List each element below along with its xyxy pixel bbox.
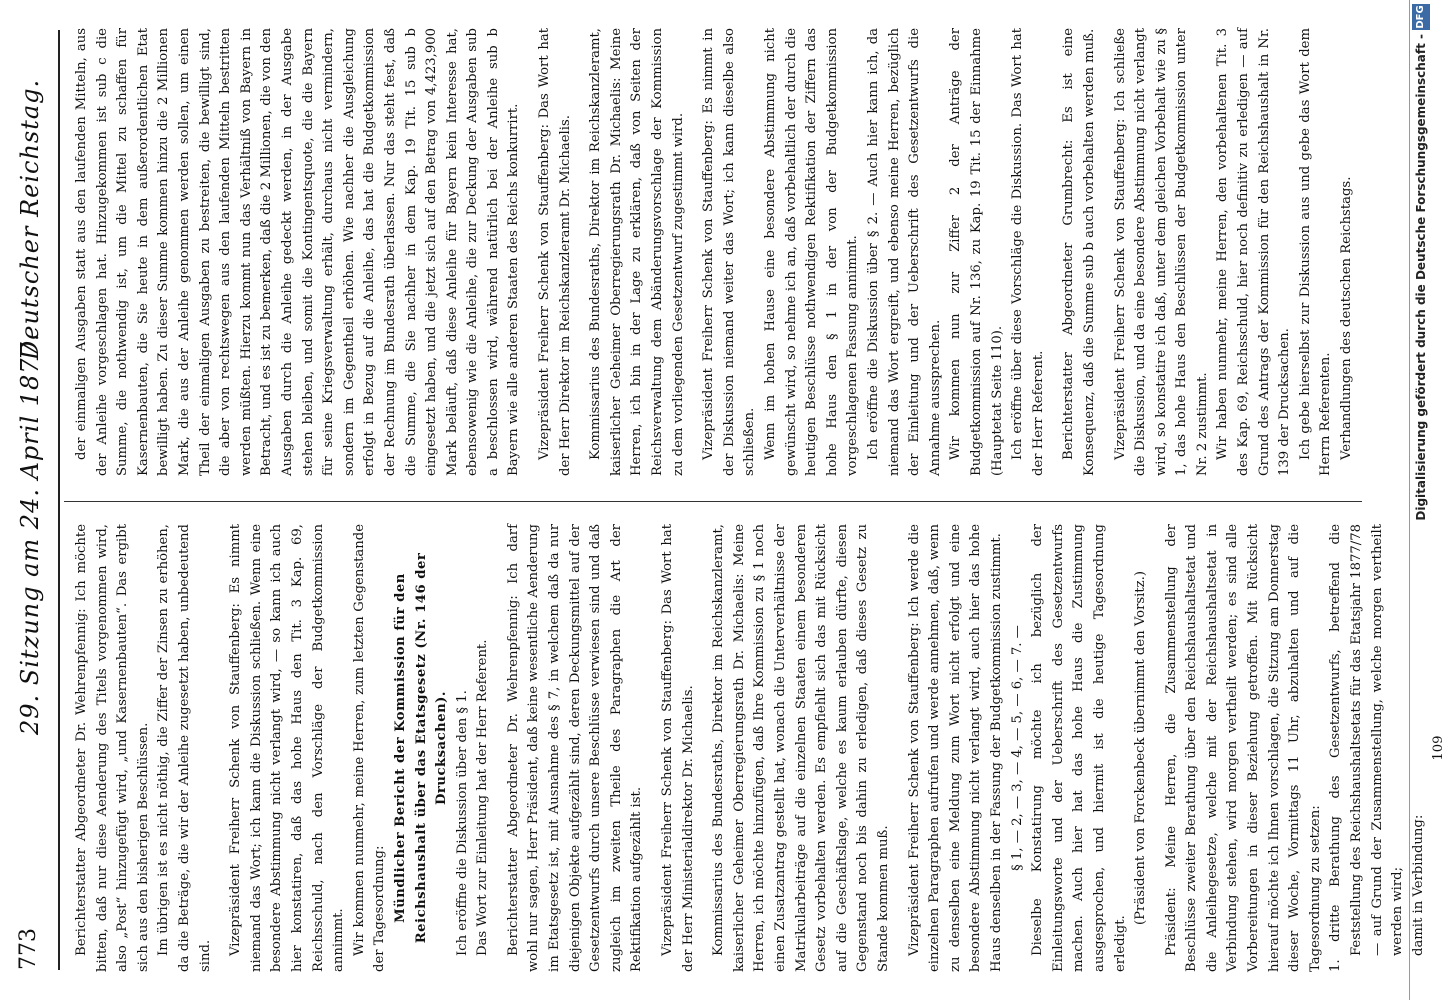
paragraph: Berichterstatter Abgeordneter Dr. Wehrenpfennig: Ich darf wohl nur sagen, Herr Präsident, daß keine wesentliche Aenderung im Etatsgesetz ist, mit Ausnahme des § 7, in welchem daß da nur diejenigen Objekte aufgezählt sind, deren Deckungsmittel auf der Gesetzentwurfs durch unsere Beschlüsse verwiesen sind und daß zugleich im zweiten Theile des Paragraphen die Art der Rektifikation aufgezählt ist. xyxy=(505,524,645,972)
paragraph: Dieselbe Konstatirung möchte ich bezüglich der Einleitungsworte und der Ueberschrift des Gesetzentwurfs machen. Auch hier hat das hohe Haus die Zustimmung ausgesprochen, und hiermit ist die heutige Tagesordnung erledigt. xyxy=(1030,524,1128,972)
publication-title: Deutscher Reichstag. xyxy=(16,78,44,360)
paragraph: Vizepräsident Freiherr Schenk von Stauffenberg: Es nimmt in der Diskussion niemand weiter das Wort; ich kann dieselbe also schließen. xyxy=(701,28,758,476)
page-header xyxy=(0,0,60,1000)
paragraph: Ich eröffne über diese Vorschläge die Diskussion. Das Wort hat der Herr Referent. xyxy=(1010,28,1046,476)
paragraph: Vizepräsident Freiherr Schenk von Stauffenberg: Ich schließe die Diskussion, und da eine besondere Abstimmung nicht verlangt wird, so konstatire ich daß, unter dem gleichen Vorbehalt wie zu § 1, das hohe Haus den Beschlüssen der Budgetkommission unter Nr. 2 zustimmt. xyxy=(1112,28,1210,476)
paragraph: Kommissarius des Bundesraths, Direktor im Reichskanzleramt, kaiserlicher Geheimer Oberregierungsrath Dr. Michaelis: Meine Herren, ich bin in der Lage zu erklären, daß von Seiten der Reichsverwaltung dem Abänderungsvorschlage der Kommission zu dem vorliegenden Gesetzentwurf zugestimmt wird. xyxy=(588,28,686,476)
paragraph: Präsident: Meine Herren, die Zusammenstellung der Beschlüsse zweiter Berathung über den Reichshaushaltsetat und die Anleihegesetze, welche mit der Reichshaushaltsetat in Verbindung stehen, wird morgen vertheilt werden; es sind alle Vorbereitungen in dieser Beziehung getroffen. Mit Rücksicht hierauf möchte ich Ihnen vorschlagen, die Sitzung am Donnerstag dieser Woche, Vormittags 11 Uhr, abzuhalten und auf die Tagesordnung zu setzen: xyxy=(1163,524,1323,972)
paragraph: damit in Verbindung: xyxy=(1410,814,1426,956)
paragraph: Ich gebe hierselbst zur Diskussion aus und gebe das Wort dem Herrn Referenten. xyxy=(1297,28,1334,476)
agenda-list-item: 1. dritte Berathung des Gesetzentwurfs, betreffend die Feststellung des Reichshaushaltsetats für das Etatsjahr 1877/78 — auf Grund der Zusammenstellung, welche morgen vertheilt werden wird; xyxy=(1328,524,1406,972)
session-title: 29. Sitzung am 24. April 1877. xyxy=(16,332,44,735)
paragraph: Vizepräsident Freiherr Schenk von Stauffenberg: Ich werde die einzelnen Paragraphen aufrufen und werde annehmen, daß, wenn zu denselben eine Meldung zum Wort nicht erfolgt und eine besondere Abstimmung nicht verlangt wird, auch hier das hohe Haus denselben in der Fassung der Budgetkommission zustimmt. xyxy=(906,524,1004,972)
stage-direction: (Präsident von Forckenbeck übernimmt den Vorsitz.) xyxy=(1133,571,1149,925)
paragraph: der einmaligen Ausgaben statt aus den laufenden Mitteln, aus der Anleihe vorgeschlagen hat. Hinzugekommen ist sub c die Summe, die nothwendig ist, um die Mittel zu schaffen für Kasernenbauten, die Sie heute in dem außerordentlichen Etat bewilligt haben. Zu dieser Summe kommen hinzu die 2 Millionen Mark, die aus der Anleihe genommen werden sollen, um einen Theil der einmaligen Ausgaben zu bestreiten, die bewilligt sind, die aber von rechtswegen aus den laufenden Mitteln bestritten werden müßten. Hierzu kommt nun das Verhältniß von Bayern in Betracht, und es ist zu bemerken, daß die 2 Millionen, die von den Ausgaben durch die Anleihe gedeckt werden, in der Ausgabe stehen bleiben, und somit die Kontingentsquote, die die Bayern für seine Kriegsverwaltung erhält, durchaus nicht vermindern, sondern im Gegentheil erhöhen. Wie nachher die Ausgleichung erfolgt in Bezug auf die Anleihe, das hat die Budgetkommission der Rechnung im Bundesrath überlassen. Nur das steht fest, daß die Summe, die Sie nachher in dem Kap. 19 Tit. 15 sub b eingesetzt haben, und die jetzt sich auf den Betrag von 4,423,900 Mark beläuft, daß diese Anleihe für Bayern kein Interesse hat, ebensowenig wie die Anleihe, die zur Deckung der Ausgaben sub a beschlossen wird, während natürlich bei der Anleihe sub b Bayern wie alle anderen Staaten des Reichs konkurrirt. xyxy=(74,28,522,476)
text-column-right-page xyxy=(72,524,1450,972)
section-list: § 1, — 2, — 3, — 4, — 5, — 6, — 7. — xyxy=(1009,625,1025,871)
header-rule xyxy=(58,30,60,970)
paragraph: Das Wort zur Einleitung hat der Herr Referent. xyxy=(475,639,491,956)
paragraph: Vizepräsident Freiherr Schenk von Stauffenberg: Es nimmt niemand das Wort; ich kann die Diskussion schließen. Wenn eine besondere Abstimmung nicht verlangt wird, — so kann ich auch hier konstatiren, daß das hohe Haus den Tit. 3 Kap. 69, Reichsschuld, nach den Vorschläge der Budgetkommission annimmt. xyxy=(228,524,347,972)
dfg-logo: DFG xyxy=(1412,4,1430,30)
signature-mark: 109 xyxy=(1431,735,1447,761)
credit-text: Digitalisierung gefördert durch die Deutsche Forschungsgemeinschaft - xyxy=(1414,34,1428,521)
digitization-credit xyxy=(1409,0,1432,1000)
paragraph: Vizepräsident Freiherr Schenk von Stauffenberg: Das Wort hat der Herr Direktor im Reichskanzleramt Dr. Michaelis. xyxy=(537,28,573,476)
paragraph: Wir haben nunmehr, meine Herren, den vorbehaltenen Tit. 3 des Kap. 69, Reichsschuld, hier noch definitiv zu erledigen — auf Grund des Antrags der Kommission für den Reichshaushalt in Nr. 139 der Drucksachen. xyxy=(1215,28,1293,476)
signature-line: Verhandlungen des deutschen Reichstags. xyxy=(1339,176,1355,460)
agenda-item: Mündlicher Bericht der Kommission für den Reichshaushalt über das Etatsgesetz (Nr. 146 der Drucksachen). xyxy=(392,552,450,944)
column-divider xyxy=(64,501,1362,502)
text-column-left-page xyxy=(72,28,1358,476)
paragraph: Ich eröffne die Diskussion über den § 1. xyxy=(454,690,470,956)
paragraph: Wir kommen nunmehr, meine Herren, zum letzten Gegenstande der Tagesordnung: xyxy=(351,524,388,972)
page-number: 773 xyxy=(16,928,41,970)
paragraph: Kommissarius des Bundesraths, Direktor im Reichskanzleramt, kaiserlicher Geheimer Oberregierungsrath Dr. Michaelis: Meine Herren, ich möchte hinzufügen, daß Ihre Kommission zu § 1 noch einen Zusatzantrag gestellt hat, wonach die Unterverhältnisse der Matrikularbeiträge auf die einzelnen Staaten einem besonderen Gesetz vorbehalten werden. Es empfiehlt sich das mit Rücksicht auf die Geschäftslage, welche es kaum erlauben dürfte, diesen Gegenstand noch bis dahin zu erledigen, daß dieses Gesetz zu Stande kommen muß. xyxy=(711,524,891,972)
paragraph: Ich eröffne die Diskussion über § 2. — Auch hier kann ich, da niemand das Wort ergreift, und ebenso meine Herren, bezüglich der Einleitung und der Ueberschrift des Gesetzentwurfs die Annahme aussprechen. xyxy=(865,28,943,476)
paragraph: Berichterstatter Abgeordneter Dr. Wehrenpfennig: Ich möchte bitten, daß nur diese Aenderung des Titels vorgenommen wird, also „Post“ hinzugefügt wird, „und Kasernenbauten“. Das ergibt sich aus den bisherigen Beschlüssen. xyxy=(74,524,151,972)
paragraph: Wir kommen nun zur Ziffer 2 der Anträge der Budgetkommission auf Nr. 136, zu Kap. 19 Tit. 15 der Einnahme (Hauptetat Seite 110). xyxy=(948,28,1005,476)
paragraph: Im übrigen ist es nicht nöthig, die Ziffer der Zinsen zu erhöhen, da die Beträge, die wir der Anleihe zugesetzt haben, unbedeutend sind. xyxy=(156,524,213,972)
paragraph: Wenn im hohen Hause eine besondere Abstimmung nicht gewünscht wird, so nehme ich an, daß vorbehaltlich der durch die heutigen Beschlüsse nothwendigen Rektifikation der Ziffern das hohe Haus den § 1 in der von der Budgetkommission vorgeschlagenen Fassung annimmt. xyxy=(763,28,861,476)
paragraph: Vizepräsident Freiherr Schenk von Stauffenberg: Das Wort hat der Herr Ministerialdirektor Dr. Michaelis. xyxy=(660,524,696,972)
paragraph: Berichterstatter Abgeordneter Grumbrecht: Es ist eine Konsequenz, daß die Summe sub b auch vorbehalten werden muß. xyxy=(1061,28,1097,476)
